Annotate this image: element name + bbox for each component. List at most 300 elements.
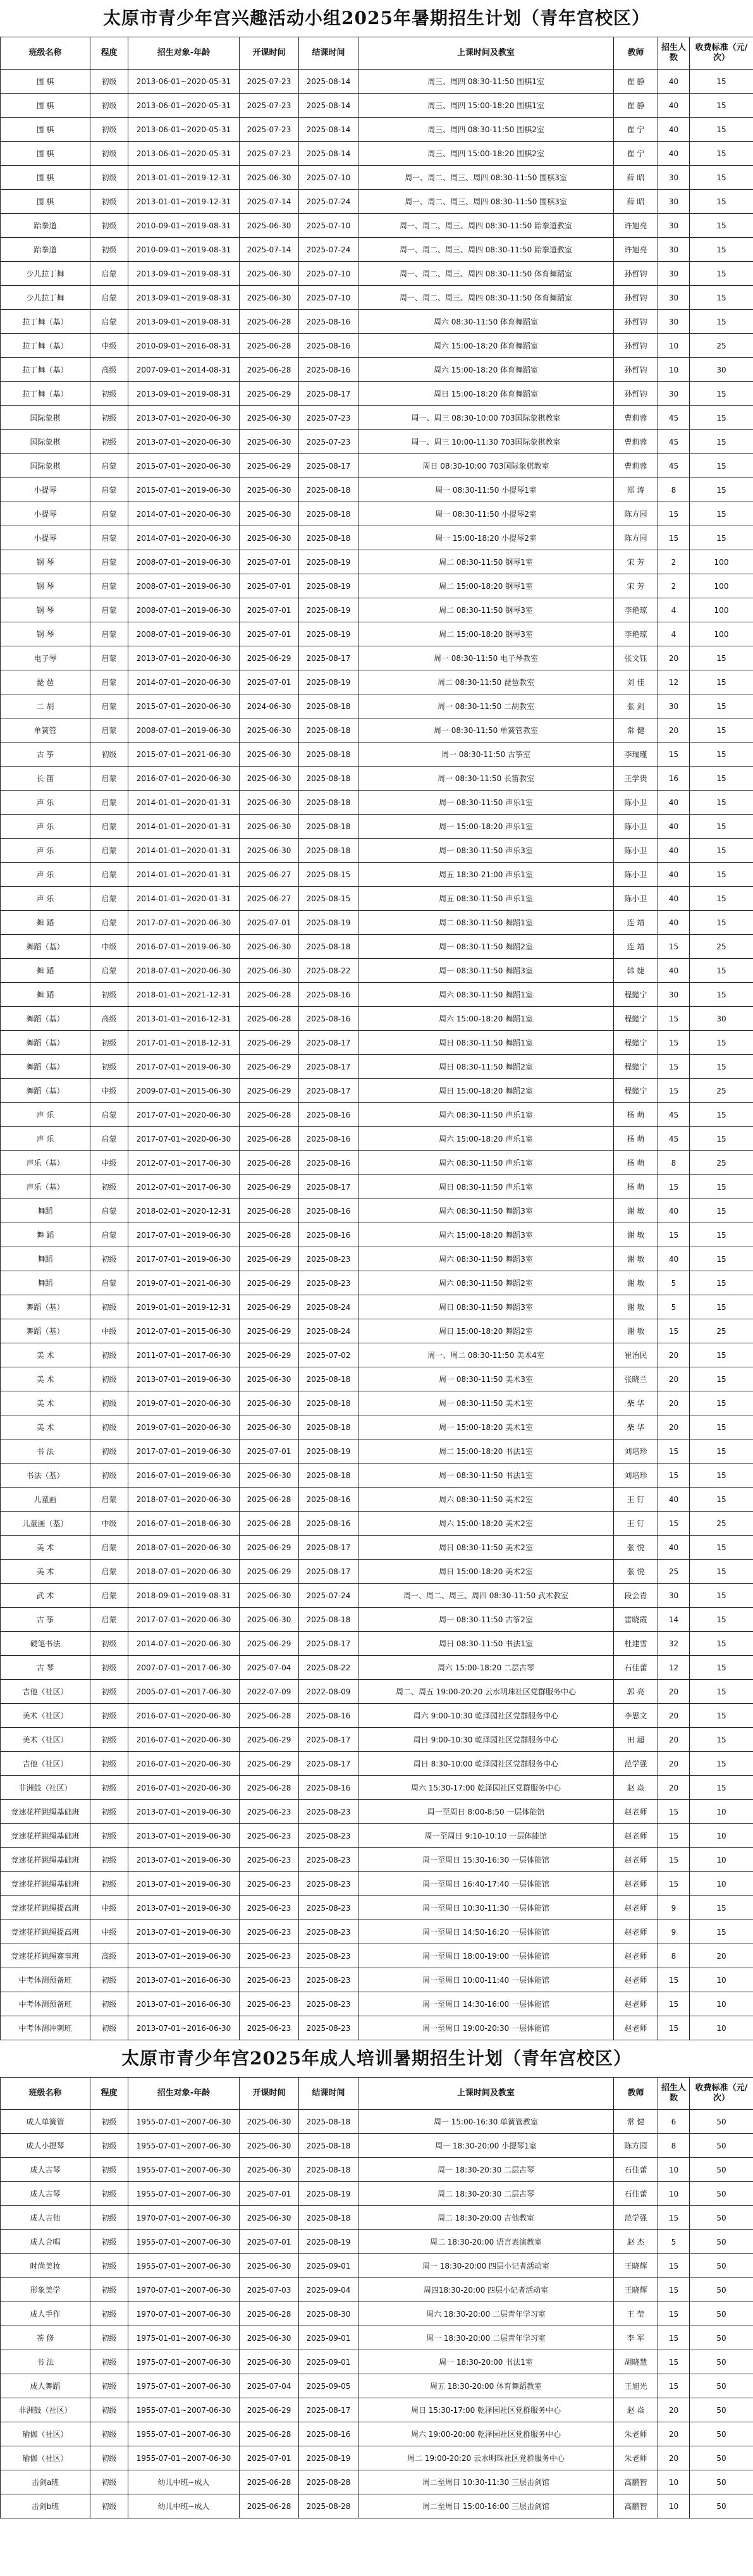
- level-cell: 初级: [90, 1367, 128, 1391]
- fee-cell: 25: [690, 334, 753, 358]
- teacher-cell: 田 超: [614, 1728, 658, 1752]
- start-date-cell: 2025-06-28: [240, 1704, 299, 1728]
- fee-cell: 15: [690, 406, 753, 430]
- schedule-room-cell: 周日 08:30-11:50 舞蹈3室: [358, 1295, 614, 1319]
- age-range-cell: 2007-09-01~2014-08-31: [128, 358, 240, 382]
- level-cell: 初级: [90, 1415, 128, 1439]
- end-date-cell: 2025-08-16: [299, 1704, 358, 1728]
- teacher-cell: 连 靖: [614, 911, 658, 935]
- table-row: [1, 2134, 753, 2158]
- teacher-cell: 韩 婕: [614, 959, 658, 983]
- fee-cell: 50: [690, 2374, 753, 2398]
- class-name-cell: 二 胡: [1, 694, 90, 718]
- fee-cell: 100: [690, 550, 753, 574]
- fee-cell: 15: [690, 1488, 753, 1512]
- end-date-cell: 2025-08-18: [299, 935, 358, 959]
- table-row: [1, 670, 753, 694]
- class-name-cell: 声乐（基）: [1, 1151, 90, 1175]
- capacity-cell: 8: [658, 1151, 690, 1175]
- fee-cell: 25: [690, 935, 753, 959]
- start-date-cell: 2025-07-01: [240, 598, 299, 622]
- column-header: 上课时间及教室: [358, 37, 614, 70]
- table-row: [1, 2326, 753, 2350]
- schedule-room-cell: 周四18:30-20:00 四层小记者活动室: [358, 2278, 614, 2302]
- level-cell: 初级: [90, 2278, 128, 2302]
- class-name-cell: 美 术: [1, 1560, 90, 1584]
- schedule-room-cell: 周六 19:00-20:00 乾泽园社区党群服务中心: [358, 2422, 614, 2446]
- table-row: [1, 2110, 753, 2134]
- start-date-cell: 2025-06-28: [240, 1223, 299, 1247]
- schedule-room-cell: 周六 15:00-18:20 二层古琴: [358, 1656, 614, 1680]
- column-header: 教师: [614, 37, 658, 70]
- start-date-cell: 2025-06-29: [240, 1752, 299, 1776]
- class-name-cell: 竞速花样跳绳赛事班: [1, 1944, 90, 1968]
- start-date-cell: 2025-06-29: [240, 1247, 299, 1271]
- schedule-room-cell: 周三、周四 15:00-18:20 围棋2室: [358, 142, 614, 166]
- level-cell: 初级: [90, 118, 128, 142]
- fee-cell: 15: [690, 767, 753, 791]
- fee-cell: 100: [690, 622, 753, 646]
- end-date-cell: 2025-08-22: [299, 1656, 358, 1680]
- fee-cell: 15: [690, 1536, 753, 1560]
- level-cell: 初级: [90, 430, 128, 454]
- schedule-room-cell: 周日 08:30-11:50 美术2室: [358, 1536, 614, 1560]
- teacher-cell: 赵老师: [614, 2016, 658, 2040]
- capacity-cell: 15: [658, 1848, 690, 1872]
- schedule-room-cell: 周一、周二、周三、周四 08:30-11:50 围棋3室: [358, 190, 614, 214]
- end-date-cell: 2025-08-17: [299, 646, 358, 670]
- age-range-cell: 1955-07-01~2007-06-30: [128, 2230, 240, 2254]
- schedule-room-cell: 周三、周四 15:00-18:20 围棋1室: [358, 94, 614, 118]
- table-body: [1, 70, 753, 2040]
- table-row: [1, 1824, 753, 1848]
- start-date-cell: 2025-06-23: [240, 1968, 299, 1992]
- start-date-cell: 2025-06-28: [240, 1488, 299, 1512]
- capacity-cell: 15: [658, 1439, 690, 1464]
- capacity-cell: 20: [658, 718, 690, 743]
- level-cell: 中级: [90, 334, 128, 358]
- teacher-cell: 常 健: [614, 2110, 658, 2134]
- start-date-cell: 2025-06-30: [240, 815, 299, 839]
- level-cell: 启蒙: [90, 887, 128, 911]
- fee-cell: 15: [690, 670, 753, 694]
- end-date-cell: 2025-07-10: [299, 166, 358, 190]
- fee-cell: 15: [690, 911, 753, 935]
- level-cell: 启蒙: [90, 1103, 128, 1127]
- teacher-cell: 高鹏智: [614, 2494, 658, 2518]
- start-date-cell: 2025-06-29: [240, 1295, 299, 1319]
- teacher-cell: 陈方园: [614, 526, 658, 550]
- schedule-room-cell: 周日 08:30-11:50 书法1室: [358, 1632, 614, 1656]
- start-date-cell: 2025-06-28: [240, 1151, 299, 1175]
- age-range-cell: 2017-07-01~2019-06-30: [128, 1055, 240, 1079]
- schedule-room-cell: 周二 18:30-20:00 吉他教室: [358, 2206, 614, 2230]
- end-date-cell: 2025-08-17: [299, 1055, 358, 1079]
- table-row: [1, 1367, 753, 1391]
- end-date-cell: 2025-08-18: [299, 839, 358, 863]
- table-row: [1, 1415, 753, 1439]
- teacher-cell: 张文钰: [614, 646, 658, 670]
- table-row: [1, 767, 753, 791]
- age-range-cell: 2019-07-01~2020-06-30: [128, 1391, 240, 1415]
- start-date-cell: 2025-06-30: [240, 2158, 299, 2182]
- end-date-cell: 2025-08-16: [299, 1007, 358, 1031]
- schedule-room-cell: 周一 15:00-16:30 单簧管教室: [358, 2110, 614, 2134]
- capacity-cell: 8: [658, 1944, 690, 1968]
- end-date-cell: 2025-08-16: [299, 1776, 358, 1800]
- class-name-cell: 成人舞蹈: [1, 2374, 90, 2398]
- class-name-cell: 声 乐: [1, 839, 90, 863]
- capacity-cell: 40: [658, 887, 690, 911]
- schedule-room-cell: 周二 08:30-11:50 琵琶教室: [358, 670, 614, 694]
- class-name-cell: 舞 蹈: [1, 911, 90, 935]
- table-row: [1, 1512, 753, 1536]
- teacher-cell: 李思文: [614, 1704, 658, 1728]
- teacher-cell: 段会青: [614, 1584, 658, 1608]
- fee-cell: 15: [690, 1464, 753, 1488]
- class-name-cell: 成人合唱: [1, 2230, 90, 2254]
- age-range-cell: 2008-07-01~2019-06-30: [128, 622, 240, 646]
- end-date-cell: 2025-08-23: [299, 1872, 358, 1896]
- fee-cell: 100: [690, 598, 753, 622]
- teacher-cell: 杨 萌: [614, 1127, 658, 1151]
- table-row: [1, 2302, 753, 2326]
- table-header-row: [1, 37, 753, 70]
- age-range-cell: 2011-07-01~2017-06-30: [128, 1343, 240, 1367]
- schedule-room-cell: 周六 08:30-11:50 美术2室: [358, 1488, 614, 1512]
- capacity-cell: 20: [658, 1704, 690, 1728]
- end-date-cell: 2025-08-22: [299, 959, 358, 983]
- capacity-cell: 9: [658, 1896, 690, 1920]
- level-cell: 初级: [90, 2206, 128, 2230]
- start-date-cell: 2025-06-30: [240, 2110, 299, 2134]
- schedule-room-cell: 周二 08:30-11:50 钢琴1室: [358, 550, 614, 574]
- end-date-cell: 2025-08-19: [299, 2230, 358, 2254]
- teacher-cell: 李艳琼: [614, 622, 658, 646]
- level-cell: 初级: [90, 1824, 128, 1848]
- capacity-cell: 30: [658, 694, 690, 718]
- schedule-room-cell: 周一 08:30-11:50 电子琴教室: [358, 646, 614, 670]
- adult-plan-title: 太原市青少年宫2025年成人培训暑期招生计划（青年宫校区）: [121, 2048, 632, 2069]
- fee-cell: 15: [690, 1608, 753, 1632]
- capacity-cell: 2: [658, 550, 690, 574]
- level-cell: 初级: [90, 1800, 128, 1824]
- fee-cell: 30: [690, 358, 753, 382]
- start-date-cell: 2025-06-28: [240, 2302, 299, 2326]
- fee-cell: 15: [690, 863, 753, 887]
- age-range-cell: 2016-07-01~2019-06-30: [128, 1464, 240, 1488]
- teacher-cell: 崔治民: [614, 1343, 658, 1367]
- fee-cell: 15: [690, 887, 753, 911]
- class-name-cell: 跆拳道: [1, 238, 90, 262]
- start-date-cell: 2025-06-29: [240, 1319, 299, 1343]
- level-cell: 高级: [90, 1007, 128, 1031]
- end-date-cell: 2025-08-19: [299, 911, 358, 935]
- table-row: [1, 1247, 753, 1271]
- age-range-cell: 2017-07-01~2020-06-30: [128, 1608, 240, 1632]
- class-name-cell: 声 乐: [1, 815, 90, 839]
- schedule-room-cell: 周一 08:30-11:50 舞蹈2室: [358, 935, 614, 959]
- table-row: [1, 454, 753, 478]
- table-row: [1, 2182, 753, 2206]
- level-cell: 启蒙: [90, 694, 128, 718]
- schedule-room-cell: 周三、周四 08:30-11:50 围棋2室: [358, 118, 614, 142]
- age-range-cell: 2013-07-01~2019-06-30: [128, 1920, 240, 1944]
- level-cell: 中级: [90, 1512, 128, 1536]
- capacity-cell: 5: [658, 2230, 690, 2254]
- schedule-room-cell: 周一、周二 08:30-11:50 美术4室: [358, 1343, 614, 1367]
- end-date-cell: 2025-08-14: [299, 70, 358, 94]
- column-header: 结课时间: [299, 37, 358, 70]
- capacity-cell: 30: [658, 190, 690, 214]
- end-date-cell: 2025-08-17: [299, 2398, 358, 2422]
- capacity-cell: 40: [658, 1247, 690, 1271]
- class-name-cell: 舞蹈（基）: [1, 1079, 90, 1103]
- fee-cell: 10: [690, 1824, 753, 1848]
- teacher-cell: 薛 昭: [614, 166, 658, 190]
- capacity-cell: 20: [658, 2398, 690, 2422]
- table-row: [1, 1776, 753, 1800]
- capacity-cell: 30: [658, 166, 690, 190]
- teacher-cell: 朱老师: [614, 2446, 658, 2470]
- capacity-cell: 15: [658, 1175, 690, 1199]
- age-range-cell: 2014-07-01~2020-06-30: [128, 670, 240, 694]
- start-date-cell: 2025-07-01: [240, 622, 299, 646]
- start-date-cell: 2025-06-30: [240, 1464, 299, 1488]
- level-cell: 中级: [90, 1079, 128, 1103]
- schedule-room-cell: 周五 08:30-11:50 声乐1室: [358, 887, 614, 911]
- table-row: [1, 1848, 753, 1872]
- level-cell: 启蒙: [90, 863, 128, 887]
- end-date-cell: 2025-08-19: [299, 2182, 358, 2206]
- level-cell: 初级: [90, 2398, 128, 2422]
- table-row: [1, 478, 753, 502]
- age-range-cell: 1970-07-01~2007-06-30: [128, 2206, 240, 2230]
- end-date-cell: 2025-08-18: [299, 1391, 358, 1415]
- end-date-cell: 2025-07-10: [299, 286, 358, 310]
- teacher-cell: 郭 亮: [614, 1680, 658, 1704]
- level-cell: 启蒙: [90, 286, 128, 310]
- fee-cell: 15: [690, 1415, 753, 1439]
- capacity-cell: 15: [658, 2278, 690, 2302]
- end-date-cell: 2025-08-28: [299, 2470, 358, 2494]
- schedule-room-cell: 周一 18:30-20:00 二层青年学习室: [358, 2326, 614, 2350]
- teacher-cell: 孙哲钧: [614, 310, 658, 334]
- class-name-cell: 书 法: [1, 2350, 90, 2374]
- level-cell: 启蒙: [90, 959, 128, 983]
- start-date-cell: 2025-06-30: [240, 478, 299, 502]
- end-date-cell: 2025-08-16: [299, 1103, 358, 1127]
- fee-cell: 15: [690, 959, 753, 983]
- end-date-cell: 2025-08-16: [299, 1488, 358, 1512]
- fee-cell: 15: [690, 118, 753, 142]
- table-row: [1, 2230, 753, 2254]
- fee-cell: 15: [690, 1632, 753, 1656]
- schedule-room-cell: 周一 18:30-20:00 四层小记者活动室: [358, 2254, 614, 2278]
- teacher-cell: 连 靖: [614, 935, 658, 959]
- capacity-cell: 30: [658, 310, 690, 334]
- teacher-cell: 许旭亮: [614, 214, 658, 238]
- end-date-cell: 2025-08-19: [299, 622, 358, 646]
- teacher-cell: 王晓辉: [614, 2278, 658, 2302]
- age-range-cell: 2019-07-01~2020-06-30: [128, 1415, 240, 1439]
- level-cell: 初级: [90, 166, 128, 190]
- end-date-cell: 2025-08-18: [299, 526, 358, 550]
- table-row: [1, 959, 753, 983]
- schedule-room-cell: 周一、周二、周三、周四 08:30-11:50 围棋3室: [358, 166, 614, 190]
- capacity-cell: 12: [658, 1656, 690, 1680]
- teacher-cell: 程懿宁: [614, 1007, 658, 1031]
- table-row: [1, 1007, 753, 1031]
- table-row: [1, 1464, 753, 1488]
- start-date-cell: 2025-06-30: [240, 2350, 299, 2374]
- end-date-cell: 2025-07-10: [299, 262, 358, 286]
- capacity-cell: 30: [658, 238, 690, 262]
- schedule-room-cell: 周二 18:30-20:30 二层古琴: [358, 2182, 614, 2206]
- end-date-cell: 2025-08-19: [299, 598, 358, 622]
- fee-cell: 15: [690, 1391, 753, 1415]
- schedule-room-cell: 周二 19:00-20:20 云水明珠社区党群服务中心: [358, 2446, 614, 2470]
- start-date-cell: 2025-06-28: [240, 358, 299, 382]
- schedule-room-cell: 周六 08:30-11:50 声乐1室: [358, 1103, 614, 1127]
- class-name-cell: 吉他（社区）: [1, 1752, 90, 1776]
- class-name-cell: 中考体测预备班: [1, 1992, 90, 2016]
- capacity-cell: 15: [658, 1800, 690, 1824]
- capacity-cell: 6: [658, 2110, 690, 2134]
- schedule-room-cell: 周一至周日 8:00-8:50 一层体能馆: [358, 1800, 614, 1824]
- start-date-cell: 2025-06-23: [240, 1944, 299, 1968]
- level-cell: 初级: [90, 2350, 128, 2374]
- level-cell: 初级: [90, 2446, 128, 2470]
- age-range-cell: 2014-07-01~2020-06-30: [128, 1632, 240, 1656]
- column-header: 程度: [90, 37, 128, 70]
- class-name-cell: 吉他（社区）: [1, 1680, 90, 1704]
- start-date-cell: 2025-06-28: [240, 1199, 299, 1223]
- teacher-cell: 王 钉: [614, 1488, 658, 1512]
- table-row: [1, 1343, 753, 1367]
- fee-cell: 15: [690, 262, 753, 286]
- capacity-cell: 10: [658, 2158, 690, 2182]
- class-name-cell: 舞 蹈: [1, 983, 90, 1007]
- end-date-cell: 2025-08-23: [299, 1992, 358, 2016]
- schedule-room-cell: 周一至周日 10:30-11:30 一层体能馆: [358, 1896, 614, 1920]
- level-cell: 初级: [90, 238, 128, 262]
- class-name-cell: 长 笛: [1, 767, 90, 791]
- class-name-cell: 时尚美妆: [1, 2254, 90, 2278]
- start-date-cell: 2025-06-30: [240, 1584, 299, 1608]
- level-cell: 启蒙: [90, 1271, 128, 1295]
- teacher-cell: 王 莹: [614, 2302, 658, 2326]
- level-cell: 初级: [90, 382, 128, 406]
- capacity-cell: 20: [658, 1391, 690, 1415]
- age-range-cell: 2017-07-01~2019-06-30: [128, 1439, 240, 1464]
- teacher-cell: 崔 静: [614, 94, 658, 118]
- start-date-cell: 2025-06-30: [240, 166, 299, 190]
- fee-cell: 15: [690, 94, 753, 118]
- start-date-cell: 2025-06-28: [240, 1103, 299, 1127]
- end-date-cell: 2025-08-17: [299, 1632, 358, 1656]
- fee-cell: 50: [690, 2350, 753, 2374]
- start-date-cell: 2025-06-28: [240, 2494, 299, 2518]
- teacher-cell: 崔 宁: [614, 118, 658, 142]
- class-name-cell: 击剑b班: [1, 2494, 90, 2518]
- schedule-room-cell: 周一至周日 9:10-10:10 一层体能馆: [358, 1824, 614, 1848]
- end-date-cell: 2025-08-18: [299, 2206, 358, 2230]
- teacher-cell: 朱老师: [614, 2422, 658, 2446]
- teacher-cell: 高鹏智: [614, 2470, 658, 2494]
- schedule-room-cell: 周日 08:30-11:50 舞蹈1室: [358, 1031, 614, 1055]
- table-row: [1, 142, 753, 166]
- end-date-cell: 2025-08-23: [299, 1271, 358, 1295]
- end-date-cell: 2025-08-23: [299, 1968, 358, 1992]
- youth-enrollment-table: [0, 37, 753, 2040]
- start-date-cell: 2025-06-30: [240, 718, 299, 743]
- table-row: [1, 1199, 753, 1223]
- capacity-cell: 20: [658, 646, 690, 670]
- schedule-room-cell: 周二 08:30-11:50 钢琴3室: [358, 598, 614, 622]
- level-cell: 初级: [90, 406, 128, 430]
- level-cell: 启蒙: [90, 718, 128, 743]
- teacher-cell: 赵老师: [614, 1848, 658, 1872]
- fee-cell: 15: [690, 502, 753, 526]
- fee-cell: 25: [690, 1079, 753, 1103]
- class-name-cell: 声 乐: [1, 1127, 90, 1151]
- teacher-cell: 王学贵: [614, 767, 658, 791]
- column-header: 结课时间: [299, 2078, 358, 2110]
- column-header: 上课时间及教室: [358, 2078, 614, 2110]
- level-cell: 初级: [90, 1848, 128, 1872]
- end-date-cell: 2025-08-19: [299, 2446, 358, 2470]
- age-range-cell: 2017-07-01~2019-06-30: [128, 1247, 240, 1271]
- fee-cell: 50: [690, 2470, 753, 2494]
- start-date-cell: 2025-07-23: [240, 118, 299, 142]
- capacity-cell: 45: [658, 406, 690, 430]
- table-row: [1, 718, 753, 743]
- teacher-cell: 陈小卫: [614, 887, 658, 911]
- teacher-cell: 曹莉蓉: [614, 406, 658, 430]
- start-date-cell: 2025-07-01: [240, 670, 299, 694]
- fee-cell: 15: [690, 1199, 753, 1223]
- teacher-cell: 张 剑: [614, 694, 658, 718]
- start-date-cell: 2025-06-28: [240, 983, 299, 1007]
- level-cell: 初级: [90, 2182, 128, 2206]
- class-name-cell: 古 筝: [1, 743, 90, 767]
- end-date-cell: 2025-08-16: [299, 2422, 358, 2446]
- age-range-cell: 2015-07-01~2019-06-30: [128, 478, 240, 502]
- teacher-cell: 李艳琼: [614, 598, 658, 622]
- start-date-cell: 2025-07-23: [240, 142, 299, 166]
- table-header-row: [1, 2078, 753, 2110]
- end-date-cell: 2025-08-17: [299, 454, 358, 478]
- table-row: [1, 262, 753, 286]
- age-range-cell: 1975-07-01~2007-06-30: [128, 2350, 240, 2374]
- teacher-cell: 刘 佳: [614, 670, 658, 694]
- level-cell: 启蒙: [90, 791, 128, 815]
- fee-cell: 10: [690, 1848, 753, 1872]
- class-name-cell: 跆拳道: [1, 214, 90, 238]
- start-date-cell: 2025-06-29: [240, 1728, 299, 1752]
- fee-cell: 15: [690, 694, 753, 718]
- table-row: [1, 1103, 753, 1127]
- fee-cell: 50: [690, 2302, 753, 2326]
- age-range-cell: 2018-02-01~2020-12-31: [128, 1199, 240, 1223]
- end-date-cell: 2025-08-16: [299, 1199, 358, 1223]
- schedule-room-cell: 周二、周五 19:00-20:20 云水明珠社区党群服务中心: [358, 1680, 614, 1704]
- class-name-cell: 竞速花样跳绳提高班: [1, 1920, 90, 1944]
- class-name-cell: 舞 蹈: [1, 1223, 90, 1247]
- age-range-cell: 2012-07-01~2017-06-30: [128, 1151, 240, 1175]
- start-date-cell: 2025-06-23: [240, 1800, 299, 1824]
